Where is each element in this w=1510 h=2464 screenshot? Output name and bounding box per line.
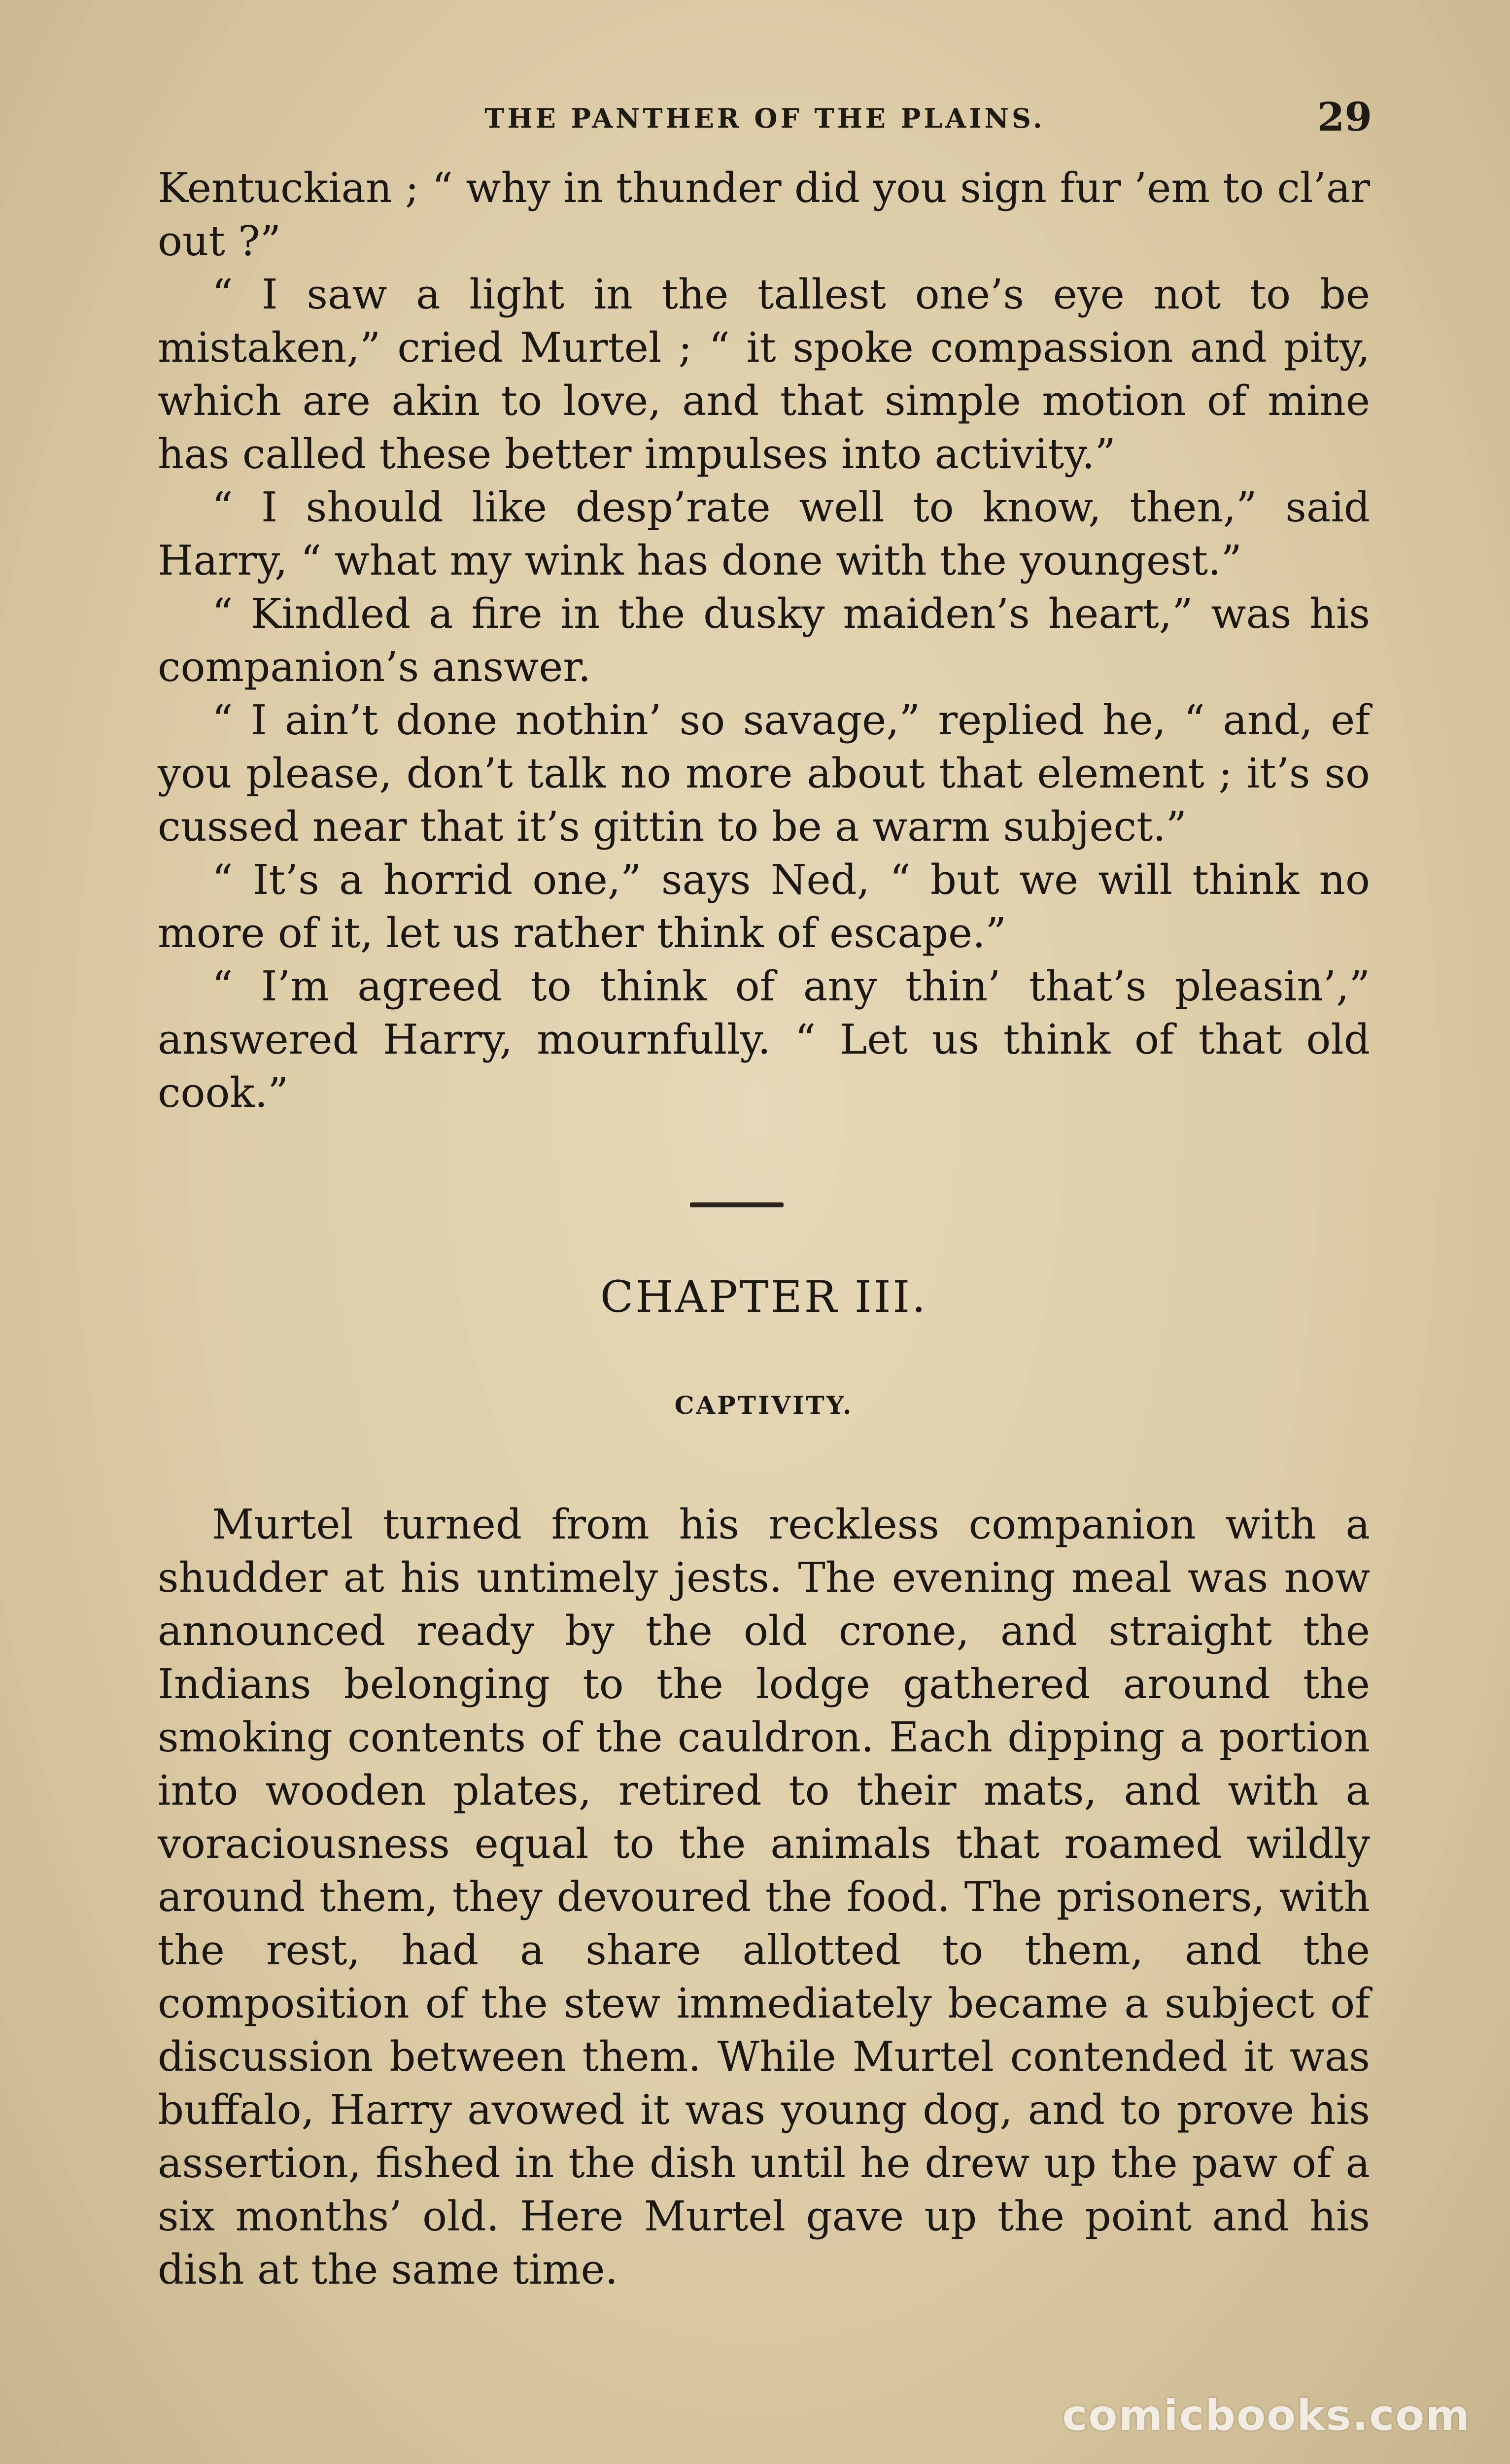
paragraph: Kentuckian ; “ why in thunder did you sign fur ’em to cl’ar out ?”	[158, 164, 1370, 265]
paragraph: “ I saw a light in the tallest one’s eye not to be mistaken,” cried Murtel ; “ it spoke compassion and pity, which are akin to love, and that simple motion of mine has called these better impulses into activity.”	[158, 271, 1370, 478]
page-number: 29	[1317, 94, 1372, 140]
paragraph: “ Kindled a fire in the dusky maiden’s heart,” was his companion’s answer.	[158, 590, 1370, 691]
watermark: comicbooks.com	[1062, 2391, 1471, 2440]
running-head	[158, 94, 1372, 148]
text-block-bottom	[158, 1498, 1370, 2296]
paragraph: “ I should like desp’rate well to know, then,” said Harry, “ what my wink has done with the youngest.”	[158, 483, 1370, 584]
running-title: THE PANTHER OF THE PLAINS.	[484, 103, 1045, 134]
text-block-top	[158, 162, 1370, 1120]
section-rule	[690, 1202, 784, 1207]
paragraph: “ I’m agreed to think of any thin’ that’s pleasin’,” answered Harry, mournfully. “ Let us think of that old cook.”	[158, 962, 1370, 1117]
chapter-title: CHAPTER III.	[600, 1271, 928, 1322]
paragraph: “ It’s a horrid one,” says Ned, “ but we will think no more of it, let us rather think of escape.”	[158, 856, 1370, 957]
chapter-subtitle: CAPTIVITY.	[674, 1391, 854, 1420]
paragraph: Murtel turned from his reckless companion with a shudder at his untimely jests. The evening meal was now announced ready by the old crone, and straight the Indians belonging to the lodge gathered around the smoking contents of the cauldron. Each dipping a portion into wooden plates, retired to their mats, and with a voraciousness equal to the animals that roamed wildly around them, they devoured the food. The prisoners, with the rest, had a share allotted to them, and the composition of the stew immediately became a subject of discussion between them. While Murtel contended it was buffalo, Harry avowed it was young dog, and to prove his assertion, fished in the dish until he drew up the paw of a six months’ old. Here Murtel gave up the point and his dish at the same time.	[158, 1501, 1370, 2293]
paragraph: “ I ain’t done nothin’ so savage,” replied he, “ and, ef you please, don’t talk no more about that element ; it’s so cussed near that it’s gittin to be a warm subject.”	[158, 696, 1370, 851]
